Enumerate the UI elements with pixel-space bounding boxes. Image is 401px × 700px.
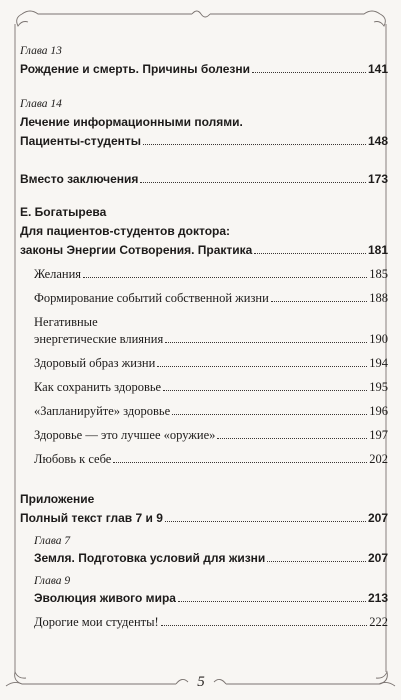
toc-entry-title: Земля. Подготовка условий для жизни	[34, 551, 266, 565]
toc-entry-title-line1: Лечение информационными полями.	[20, 115, 243, 129]
toc-entry-title-line1: Приложение	[20, 492, 95, 506]
toc-entry-title: «Запланируйте» здоровье	[34, 404, 171, 418]
toc-entry[interactable]	[20, 242, 388, 258]
toc-entry-page: 207	[367, 551, 388, 565]
chapter-label: Глава 14	[20, 98, 62, 110]
toc-entry-title-line1: Негативные	[34, 315, 98, 329]
toc-subentry[interactable]	[20, 266, 388, 282]
toc-entry-title: Любовь к себе	[34, 452, 112, 466]
leader-dots	[252, 72, 366, 73]
chapter-label: Глава 9	[34, 575, 71, 587]
toc-subentry[interactable]	[20, 427, 388, 443]
toc-entry-page: 202	[369, 452, 388, 466]
leader-dots	[267, 561, 366, 562]
toc-entry-title-line1: Для пациентов-студентов доктора:	[20, 224, 231, 238]
toc-entry-page: 181	[367, 243, 388, 257]
toc-entry-page: 148	[367, 134, 388, 148]
toc-entry[interactable]	[20, 550, 388, 566]
leader-dots	[113, 462, 367, 463]
leader-dots	[178, 601, 366, 602]
leader-dots	[140, 182, 366, 183]
toc-entry-title: Желания	[34, 267, 82, 281]
toc-entry-page: 185	[369, 267, 388, 281]
leader-dots	[157, 366, 367, 367]
toc-entry-title: Рождение и смерть. Причины болезни	[20, 62, 251, 76]
leader-dots	[172, 414, 367, 415]
show-through-text: · · · · · · · · · · · · · · · · · · · · · · · · · · · ·	[216, 142, 329, 150]
toc-entry-page: 188	[369, 291, 388, 305]
toc-subentry[interactable]	[20, 403, 388, 419]
leader-dots	[271, 301, 367, 302]
leader-dots	[217, 438, 367, 439]
toc-entry-line	[20, 314, 388, 330]
toc-subentry[interactable]	[20, 355, 388, 371]
toc-entry-title: Формирование событий собственной жизни	[34, 291, 269, 305]
toc-subentry[interactable]	[20, 331, 388, 347]
toc-entry-title: Здоровый образ жизни	[34, 356, 156, 370]
toc-entry[interactable]	[20, 590, 388, 606]
chapter-label: Глава 7	[34, 535, 71, 547]
leader-dots	[161, 625, 368, 626]
toc-entry-line	[20, 491, 388, 507]
toc-entry-page: 194	[369, 356, 388, 370]
toc-subentry[interactable]	[20, 451, 388, 467]
toc-entry-title: Полный текст глав 7 и 9	[20, 511, 163, 525]
show-through-text: · · · · · · · · · · · · · · · · · · · · · · · · · · ·	[222, 560, 331, 568]
page-number: 5	[197, 674, 205, 690]
toc-entry-page: 190	[369, 332, 388, 346]
toc-entry-line	[20, 223, 388, 239]
toc-entry-page: 207	[367, 511, 388, 525]
toc-entry-page: 197	[369, 428, 388, 442]
toc-entry-title: Вместо заключения	[20, 172, 139, 186]
toc-entry-page: 222	[369, 615, 388, 629]
toc-subentry[interactable]	[20, 290, 388, 306]
section-author: Е. Богатырева	[20, 205, 107, 219]
toc-entry-title: Эволюция живого мира	[34, 591, 176, 605]
toc-entry[interactable]	[20, 133, 388, 149]
leader-dots	[83, 277, 367, 278]
chapter-label: Глава 13	[20, 45, 62, 57]
toc-entry-page: 196	[369, 404, 388, 418]
toc-entry-title: Пациенты-студенты	[20, 134, 141, 148]
toc-entry-title: Как сохранить здоровье	[34, 380, 162, 394]
toc-entry-page: 195	[369, 380, 388, 394]
toc-entry-title: энергетические влияния	[34, 332, 164, 346]
leader-dots	[143, 144, 366, 145]
leader-dots	[254, 253, 366, 254]
leader-dots	[165, 521, 366, 522]
toc-entry-line	[20, 114, 388, 130]
leader-dots	[163, 390, 367, 391]
toc-entry-page: 141	[367, 62, 388, 76]
leader-dots	[165, 342, 367, 343]
toc-entry-title: Дорогие мои студенты!	[34, 615, 159, 629]
toc-entry-title: Здоровье — это лучшее «оружие»	[34, 428, 216, 442]
toc-entry-page: 213	[367, 591, 388, 605]
toc-entry[interactable]	[20, 171, 388, 187]
toc-entry-page: 173	[367, 172, 388, 186]
toc-entry-title: законы Энергии Сотворения. Практика	[20, 243, 253, 257]
table-of-contents	[20, 40, 388, 630]
toc-subentry[interactable]	[20, 379, 388, 395]
toc-subentry[interactable]	[20, 614, 388, 630]
toc-entry[interactable]	[20, 510, 388, 526]
toc-entry[interactable]	[20, 61, 388, 77]
